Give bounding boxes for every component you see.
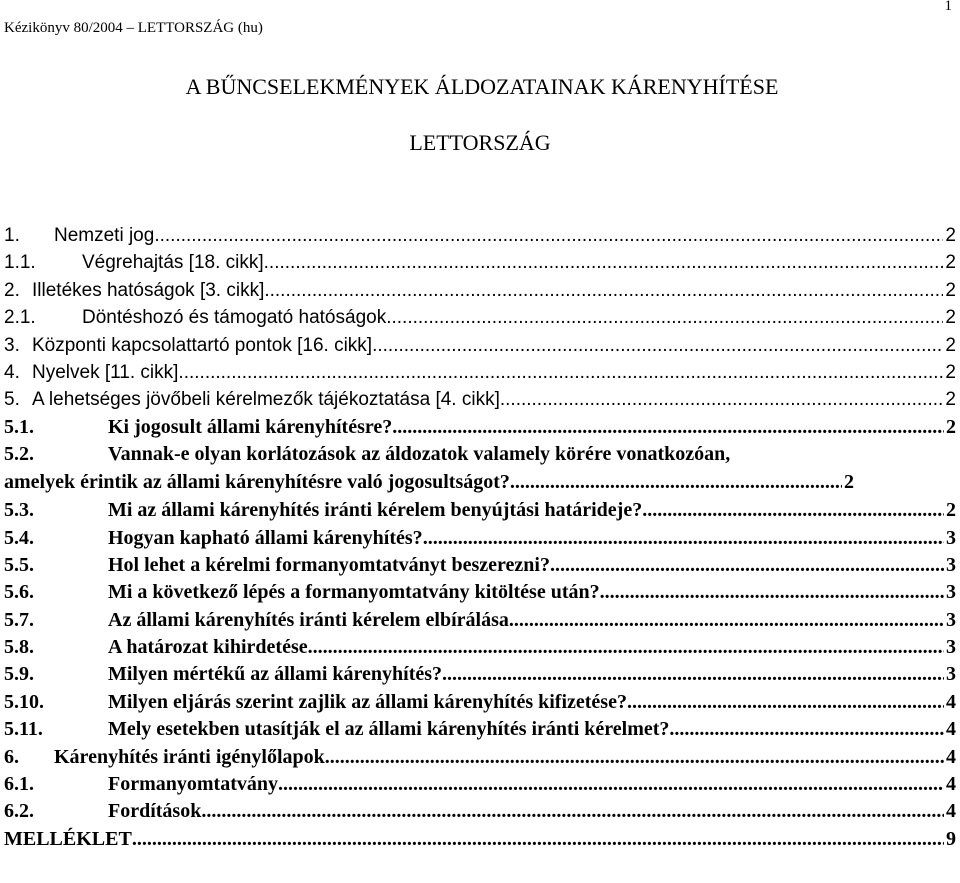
toc-text: MELLÉKLET <box>4 827 132 850</box>
toc-entry-5-9[interactable] <box>4 661 960 688</box>
toc-entry-5-8[interactable] <box>4 634 960 661</box>
toc-number: 5.7. <box>4 608 34 631</box>
toc-leader <box>669 716 944 743</box>
toc-page: 2 <box>945 252 956 274</box>
toc-number: 6.1. <box>4 773 34 796</box>
toc-entry-6[interactable] <box>4 744 960 771</box>
toc-number: 5.9. <box>4 663 34 686</box>
toc-number: 5.2. <box>4 443 34 466</box>
toc-leader <box>178 359 943 386</box>
toc-number: 5.8. <box>4 636 34 659</box>
toc-text: Mi a következő lépés a formanyomtatvány kitöltése után? <box>108 581 600 604</box>
toc-text: Milyen mértékű az állami kárenyhítés? <box>108 663 443 686</box>
toc-entry-5-7[interactable] <box>4 607 960 634</box>
toc-text: Fordítások <box>108 800 202 823</box>
toc-text: Vannak-e olyan korlátozások az áldozatok valamely körére vonatkozóan, <box>108 443 731 466</box>
toc-page: 2 <box>945 334 956 356</box>
toc-leader <box>392 414 944 441</box>
toc-text: Hogyan kapható állami kárenyhítés? <box>108 526 423 549</box>
toc-number: 5.11. <box>4 718 43 741</box>
toc-number: 4. <box>4 361 20 383</box>
toc-number: 1.1. <box>4 252 36 274</box>
toc-page: 3 <box>946 553 956 576</box>
toc-leader <box>264 249 944 276</box>
toc-text: Kárenyhítés iránti igénylőlapok <box>54 745 325 768</box>
toc-text: A határozat kihirdetése <box>108 636 308 659</box>
toc-leader <box>386 304 943 331</box>
toc-page: 9 <box>946 827 956 850</box>
toc-entry-4[interactable] <box>4 359 960 386</box>
toc-leader <box>423 525 944 552</box>
toc-leader <box>500 386 944 413</box>
toc-leader <box>510 469 842 496</box>
toc-number: 5.5. <box>4 553 34 576</box>
toc-entry-3[interactable] <box>4 332 960 359</box>
toc-page: 2 <box>844 470 854 493</box>
toc-page: 2 <box>946 415 956 438</box>
toc-page: 4 <box>946 773 956 796</box>
toc-leader <box>442 661 944 688</box>
toc-text: Döntéshozó és támogató hatóságok <box>82 307 387 329</box>
toc-leader <box>308 634 944 661</box>
toc-number: 5.6. <box>4 581 34 604</box>
toc-entry-5-11[interactable] <box>4 716 960 743</box>
toc-entry-5-4[interactable] <box>4 525 960 552</box>
document-title: A BŰNCSELEKMÉNYEK ÁLDOZATAINAK KÁRENYHÍTÉSE <box>185 74 779 99</box>
page-number: 1 <box>944 0 952 14</box>
toc-page: 3 <box>946 663 956 686</box>
toc-number: 2.1. <box>4 307 36 329</box>
toc-number: 5.10. <box>4 690 44 713</box>
toc-text: Az állami kárenyhítés iránti kérelem elbírálása <box>108 608 509 631</box>
toc-entry-5-6[interactable] <box>4 579 960 606</box>
toc-entry-5[interactable] <box>4 386 960 413</box>
toc-page: 4 <box>946 690 956 713</box>
toc-entry-2[interactable] <box>4 277 960 304</box>
toc-entry-6-2[interactable] <box>4 798 960 825</box>
document-subtitle: LETTORSZÁG <box>409 130 551 155</box>
toc-page: 2 <box>945 361 956 383</box>
toc-entry-5-1[interactable] <box>4 414 960 441</box>
toc-leader <box>278 771 944 798</box>
toc-text: A lehetséges jövőbeli kérelmezők tájékoztatása [4. cikk] <box>32 389 500 411</box>
toc-page: 2 <box>945 279 956 301</box>
toc-entry-2-1[interactable] <box>4 304 960 331</box>
toc-leader <box>154 222 943 249</box>
toc-text: Nyelvek [11. cikk] <box>32 361 179 383</box>
toc-leader <box>509 607 944 634</box>
toc-page: 3 <box>946 636 956 659</box>
toc-number: 5. <box>4 389 20 411</box>
toc-page: 2 <box>945 389 956 411</box>
toc-page: 3 <box>946 526 956 549</box>
toc-page: 2 <box>946 499 956 522</box>
toc-leader <box>264 277 943 304</box>
toc-text: Milyen eljárás szerint zajlik az állami kárenyhítés kifizetése? <box>108 690 627 713</box>
toc-text: Ki jogosult állami kárenyhítésre? <box>108 415 393 438</box>
toc-leader <box>372 332 943 359</box>
toc-entry-5-10[interactable] <box>4 689 960 716</box>
toc-leader <box>627 689 944 716</box>
toc-page: 3 <box>946 581 956 604</box>
toc-entry-5-2[interactable] <box>4 441 960 497</box>
toc-leader <box>550 552 944 579</box>
toc-number: 5.1. <box>4 415 34 438</box>
toc-leader <box>600 579 944 606</box>
toc-text-continued: amelyek érintik az állami kárenyhítésre való jogosultságot? <box>4 470 510 493</box>
toc-leader <box>325 744 944 771</box>
toc-text: Mi az állami kárenyhítés iránti kérelem benyújtási határideje? <box>108 499 643 522</box>
toc-text: Végrehajtás [18. cikk] <box>82 252 264 274</box>
toc-entry-5-3[interactable] <box>4 497 960 524</box>
toc-entry-annex[interactable] <box>4 826 960 853</box>
toc-page: 2 <box>945 307 956 329</box>
toc-number: 2. <box>4 279 20 301</box>
toc-text: Hol lehet a kérelmi formanyomtatványt beszerezni? <box>108 553 550 576</box>
toc-leader <box>642 497 944 524</box>
toc-text: Mely esetekben utasítják el az állami kárenyhítés iránti kérelmet? <box>108 718 670 741</box>
toc-page: 4 <box>946 800 956 823</box>
running-header: Kézikönyv 80/2004 – LETTORSZÁG (hu) <box>4 20 263 36</box>
toc-number: 1. <box>4 225 20 246</box>
toc-text: Illetékes hatóságok [3. cikk] <box>32 279 265 301</box>
toc-text: Nemzeti jog <box>54 225 155 246</box>
toc-number: 5.4. <box>4 526 34 549</box>
toc-number: 3. <box>4 334 20 356</box>
toc-entry-1[interactable] <box>4 222 960 249</box>
toc-leader <box>201 798 944 825</box>
toc-leader <box>132 826 944 853</box>
toc-text: Központi kapcsolattartó pontok [16. cikk] <box>32 334 373 356</box>
toc-text: Formanyomtatvány <box>108 773 278 796</box>
table-of-contents <box>4 222 960 853</box>
toc-page: 4 <box>946 745 956 768</box>
toc-number: 6. <box>4 745 19 768</box>
toc-entry-1-1[interactable] <box>4 249 960 276</box>
toc-page: 2 <box>945 225 956 246</box>
toc-entry-5-5[interactable] <box>4 552 960 579</box>
toc-page: 3 <box>946 608 956 631</box>
toc-number: 5.3. <box>4 499 34 522</box>
toc-page: 4 <box>946 718 956 741</box>
toc-entry-6-1[interactable] <box>4 771 960 798</box>
toc-number: 6.2. <box>4 800 34 823</box>
